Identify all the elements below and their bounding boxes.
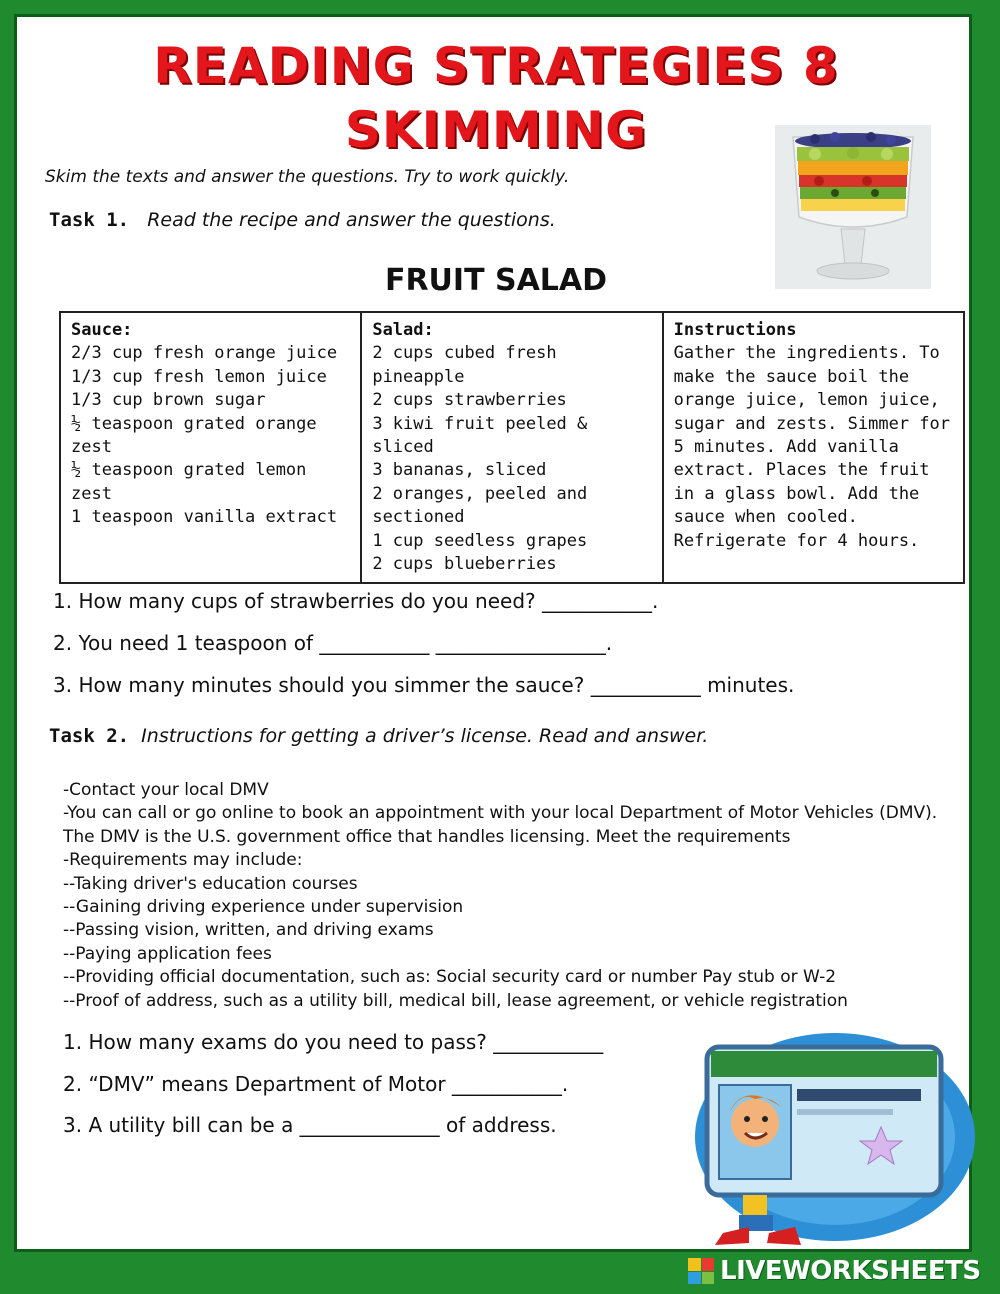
- task1-question: 3. How many minutes should you simmer the sauce? ___________ minutes.: [53, 673, 795, 697]
- task2-label: Task 2.: [49, 725, 130, 747]
- sauce-item: 1/3 cup brown sugar: [71, 390, 266, 411]
- task2-question: 1. How many exams do you need to pass? ___________: [63, 1030, 604, 1054]
- dmv-line: --Proof of address, such as a utility bill, medical bill, lease agreement, or vehicle registration: [63, 990, 848, 1011]
- salad-item: 2 cups blueberries: [372, 554, 557, 575]
- sauce-item: ½ teaspoon grated orange zest: [71, 413, 317, 458]
- sauce-item: 1/3 cup fresh lemon juice: [71, 366, 327, 387]
- task1-label: Task 1.: [49, 209, 130, 231]
- salad-column: [361, 312, 662, 583]
- page-title: READING STRATEGIES 8: [153, 37, 839, 95]
- dmv-line: -Contact your local DMV: [63, 780, 269, 800]
- task1-question: 2. You need 1 teaspoon of ___________ _________________.: [53, 631, 613, 655]
- instructions-text: Gather the ingredients. To make the sauce boil the orange juice, lemon juice, sugar and zests. Simmer for 5 minutes. Add vanilla extract. Places the fruit in a glass bowl. Add the sauce when cooled. Refrigerate for 4 hours.: [673, 343, 950, 551]
- dmv-line: --Paying application fees: [63, 943, 272, 964]
- dmv-line: -Requirements may include:: [63, 850, 303, 871]
- recipe-table: [59, 311, 965, 584]
- dmv-text-block: [63, 779, 963, 1013]
- sauce-item: ½ teaspoon grated lemon zest: [71, 460, 307, 504]
- dmv-line: --Gaining driving experience under supervision: [63, 897, 464, 918]
- task2-heading: [49, 725, 708, 747]
- dmv-line: -You can call or go online to book an appointment with your local Department of Motor Vehicles (DMV). The DMV is the U.S. government office that handles licensing. Meet the requirements: [63, 803, 938, 847]
- task2-question: 2. “DMV” means Department of Motor ___________.: [63, 1072, 569, 1096]
- salad-item: 2 cups strawberries: [372, 390, 567, 411]
- page-subtitle: SKIMMING: [344, 101, 648, 159]
- liveworksheets-footer: [688, 1254, 981, 1288]
- dmv-line: --Providing official documentation, such as: Social security card or number Pay stub or W-2: [63, 967, 837, 988]
- liveworksheets-brand: LIVEWORKSHEETS: [720, 1256, 981, 1286]
- salad-item: 3 kiwi fruit peeled & sliced: [372, 413, 588, 458]
- dmv-line: --Passing vision, written, and driving exams: [63, 920, 434, 941]
- task2-question: 3. A utility bill can be a ______________ of address.: [63, 1113, 557, 1137]
- worksheet-page: [14, 14, 972, 1252]
- task1-question: 1. How many cups of strawberries do you need? ___________.: [53, 589, 659, 613]
- task1-heading: [49, 209, 556, 231]
- license-boy-illustration: [685, 1027, 985, 1259]
- liveworksheets-logo-icon: [688, 1258, 714, 1284]
- salad-item: 2 oranges, peeled and sectioned: [372, 483, 588, 528]
- instructions-column: [663, 312, 964, 583]
- recipe-title: FRUIT SALAD: [384, 263, 608, 298]
- sauce-item: 2/3 cup fresh orange juice: [71, 343, 338, 364]
- general-instructions: Skim the texts and answer the questions. Try to work quickly.: [45, 167, 570, 187]
- salad-item: 3 bananas, sliced: [372, 460, 547, 481]
- sauce-item: 1 teaspoon vanilla extract: [71, 507, 338, 528]
- instructions-heading: Instructions: [673, 320, 797, 340]
- salad-item: 2 cups cubed fresh pineapple: [372, 343, 557, 387]
- sauce-column: [60, 312, 361, 583]
- dmv-line: --Taking driver's education courses: [63, 873, 358, 894]
- salad-item: 1 cup seedless grapes: [372, 530, 588, 551]
- task2-text: Instructions for getting a driver’s license. Read and answer.: [141, 725, 709, 747]
- sauce-heading: Sauce:: [71, 320, 133, 340]
- task1-text: Read the recipe and answer the questions.: [147, 209, 556, 231]
- salad-heading: Salad:: [372, 320, 434, 340]
